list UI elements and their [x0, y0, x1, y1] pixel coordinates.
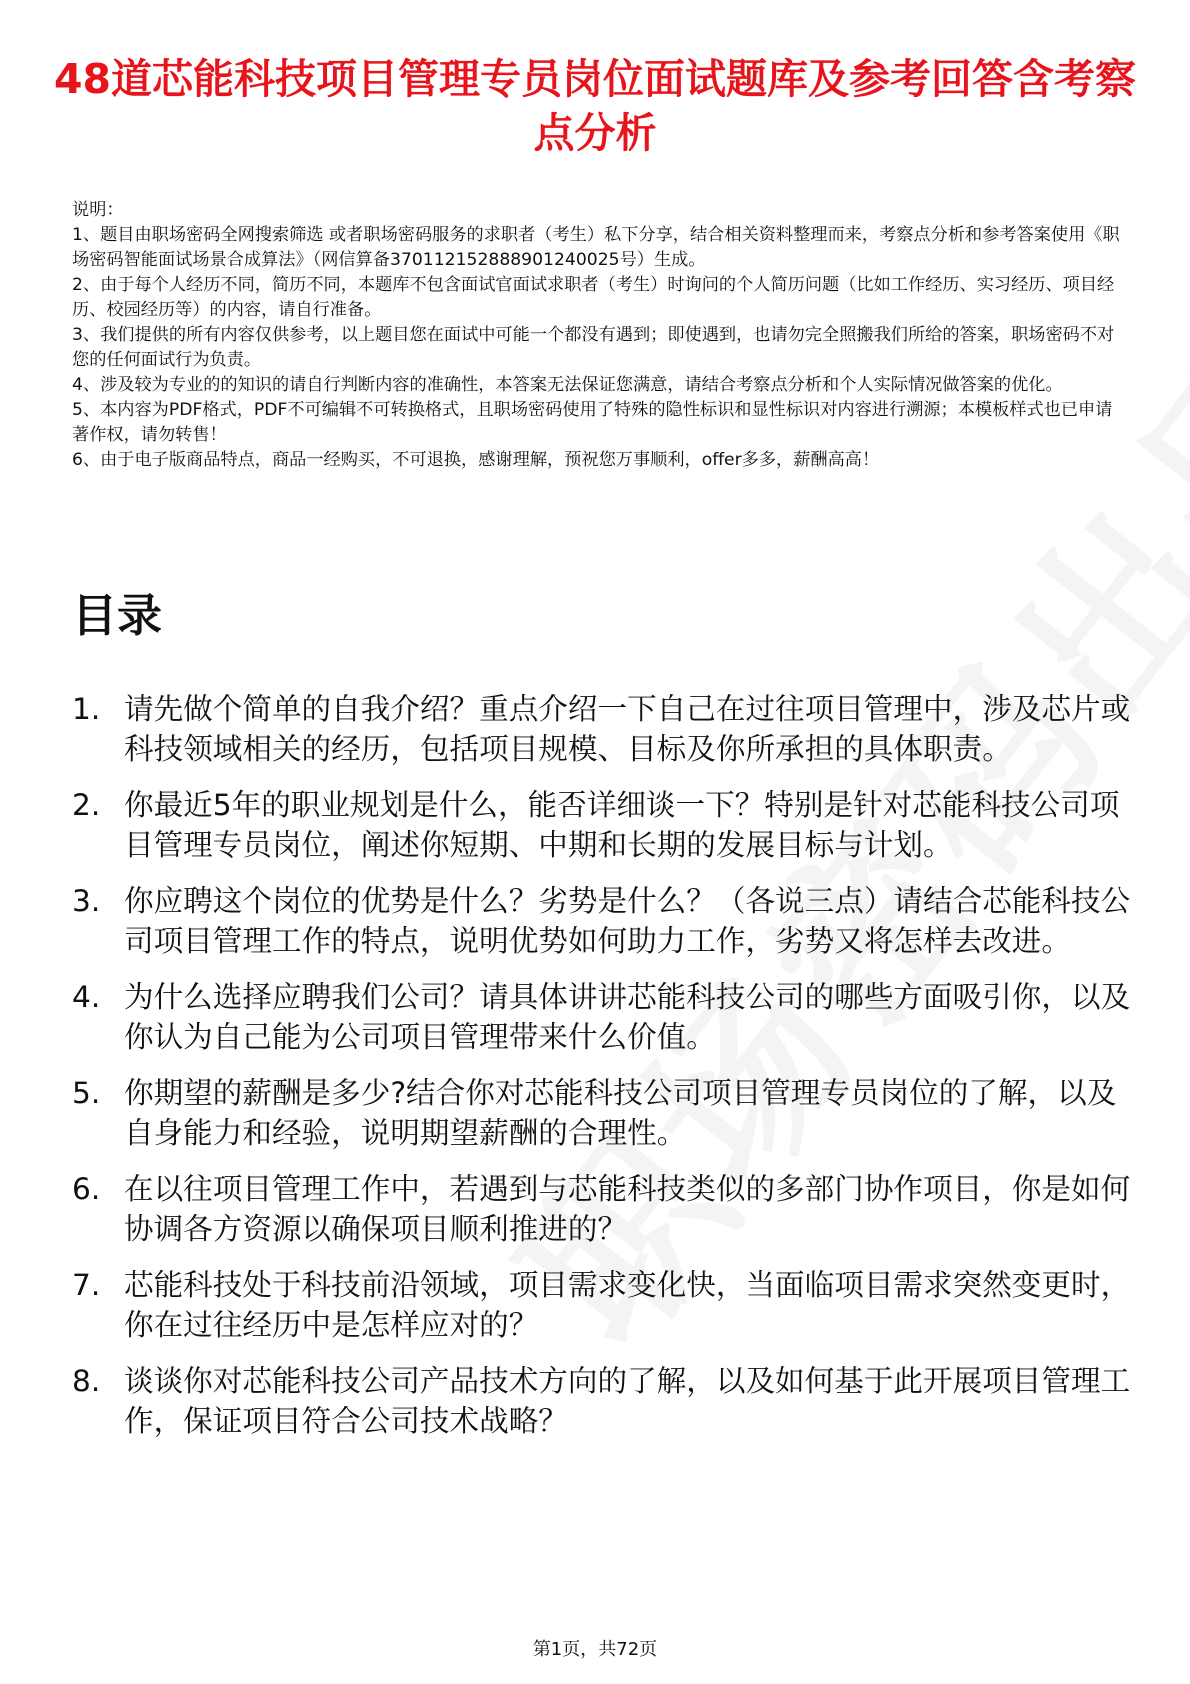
question-number: 1. [72, 692, 101, 726]
question-number: 8. [72, 1364, 101, 1398]
question-item [72, 1265, 1132, 1345]
note-item: 5、本内容为PDF格式，PDF不可编辑不可转换格式，且职场密码使用了特殊的隐性标识和显性标识对内容进行溯源；本模板样式也已申请著作权，请勿转售！ [72, 400, 1113, 445]
question-text: 你期望的薪酬是多少?结合你对芯能科技公司项目管理专员岗位的了解，以及自身能力和经验，说明期望薪酬的合理性。 [124, 1076, 1117, 1150]
question-number: 4. [72, 980, 101, 1014]
notes-heading: 说明： [72, 200, 124, 220]
question-number: 7. [72, 1268, 101, 1302]
question-text: 为什么选择应聘我们公司？请具体讲讲芯能科技公司的哪些方面吸引你，以及你认为自己能为公司项目管理带来什么价值。 [124, 980, 1131, 1054]
question-text: 谈谈你对芯能科技公司产品技术方向的了解，以及如何基于此开展项目管理工作，保证项目符合公司技术战略？ [124, 1364, 1131, 1438]
note-item: 2、由于每个人经历不同，简历不同，本题库不包含面试官面试求职者（考生）时询问的个人简历问题（比如工作经历、实习经历、项目经历、校园经历等）的内容，请自行准备。 [72, 275, 1115, 320]
toc-heading: 目录 [72, 589, 163, 642]
question-text: 芯能科技处于科技前沿领域，项目需求变化快，当面临项目需求突然变更时，你在过往经历中是怎样应对的？ [124, 1268, 1131, 1342]
question-number: 6. [72, 1172, 101, 1206]
question-list [72, 689, 1132, 1457]
document-title: 48道芯能科技项目管理专员岗位面试题库及参考回答含考察点分析 [53, 55, 1137, 157]
question-text: 在以往项目管理工作中，若遇到与芯能科技类似的多部门协作项目，你是如何协调各方资源以确保项目顺利推进的？ [124, 1172, 1131, 1246]
question-text: 你应聘这个岗位的优势是什么？劣势是什么？（各说三点）请结合芯能科技公司项目管理工作的特点，说明优势如何助力工作，劣势又将怎样去改进。 [124, 884, 1131, 958]
question-item [72, 977, 1132, 1057]
question-number: 3. [72, 884, 101, 918]
question-number: 5. [72, 1076, 101, 1110]
page-footer: 第1页，共72页 [532, 1639, 658, 1660]
question-text: 请先做个简单的自我介绍？重点介绍一下自己在过往项目管理中，涉及芯片或科技领域相关的经历，包括项目规模、目标及你所承担的具体职责。 [124, 692, 1131, 766]
question-text: 你最近5年的职业规划是什么，能否详细谈一下？特别是针对芯能科技公司项目管理专员岗位，阐述你短期、中期和长期的发展目标与计划。 [124, 788, 1120, 862]
question-item [72, 1169, 1132, 1249]
note-item: 6、由于电子版商品特点，商品一经购买，不可退换，感谢理解，预祝您万事顺利，offer多多，薪酬高高！ [72, 450, 880, 470]
note-item: 4、涉及较为专业的的知识的请自行判断内容的准确性，本答案无法保证您满意，请结合考察点分析和个人实际情况做答案的优化。 [72, 375, 1063, 395]
note-item: 3、我们提供的所有内容仅供参考，以上题目您在面试中可能一个都没有遇到；即使遇到，也请勿完全照搬我们所给的答案，职场密码不对您的任何面试行为负责。 [72, 325, 1115, 370]
question-item [72, 881, 1132, 961]
question-item [72, 785, 1132, 865]
question-item [72, 1361, 1132, 1441]
question-number: 2. [72, 788, 101, 822]
question-item [72, 689, 1132, 769]
note-item: 1、题目由职场密码全网搜索筛选 或者职场密码服务的求职者（考生）私下分享，结合相关资料整理而来，考察点分析和参考答案使用《职场密码智能面试场景合成算法》（网信算备370112152888901240025号）生成。 [72, 225, 1120, 270]
notes-section [72, 198, 1122, 473]
question-item [72, 1073, 1132, 1153]
